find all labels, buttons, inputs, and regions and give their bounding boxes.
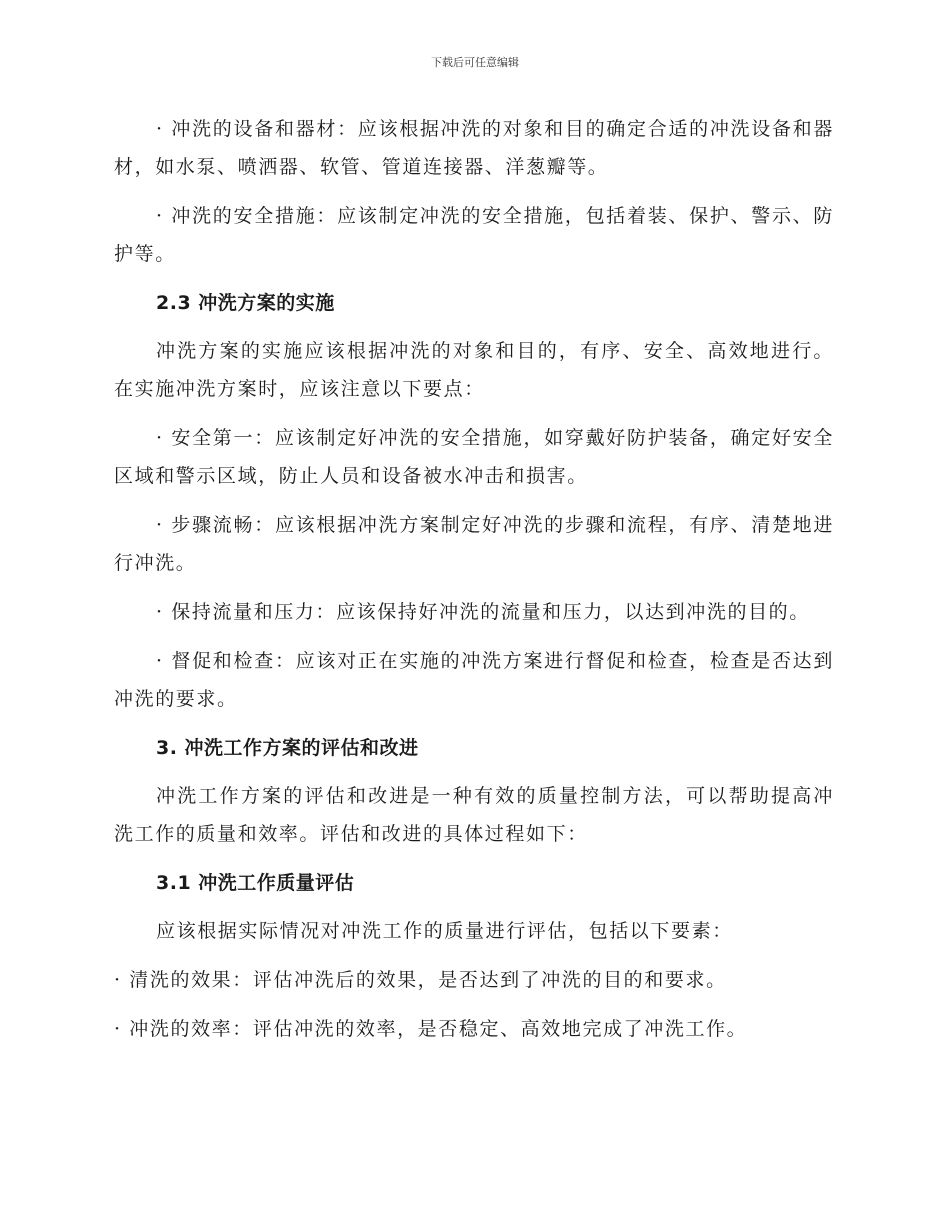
paragraph: · 步骤流畅：应该根据冲洗方案制定好冲洗的步骤和流程，有序、清楚地进行冲洗。	[114, 514, 834, 574]
paragraph: · 安全第一：应该制定好冲洗的安全措施，如穿戴好防护装备，确定好安全区域和警示区域，防止人员和设备被水冲击和损害。	[114, 427, 834, 487]
paragraph: 应该根据实际情况对冲洗工作的质量进行评估，包括以下要素：	[156, 920, 733, 942]
paragraph: · 督促和检查：应该对正在实施的冲洗方案进行督促和检查，检查是否达到冲洗的要求。	[114, 650, 834, 710]
paragraph: · 冲洗的安全措施：应该制定冲洗的安全措施，包括着装、保护、警示、防护等。	[114, 205, 834, 265]
section-heading: 3. 冲洗工作方案的评估和改进	[156, 737, 419, 759]
paragraph: · 冲洗的效率：评估冲洗的效率，是否稳定、高效地完成了冲洗工作。	[114, 1018, 748, 1040]
document-body	[114, 110, 834, 1059]
paragraph: · 清洗的效果：评估冲洗后的效果，是否达到了冲洗的目的和要求。	[114, 969, 727, 991]
paragraph: 冲洗方案的实施应该根据冲洗的对象和目的，有序、安全、高效地进行。在实施冲洗方案时，应该注意以下要点：	[114, 340, 834, 400]
paragraph: · 保持流量和压力：应该保持好冲洗的流量和压力，以达到冲洗的目的。	[156, 601, 810, 623]
section-heading: 2.3 冲洗方案的实施	[156, 292, 335, 314]
page-header: 下载后可任意编辑	[431, 56, 519, 69]
paragraph: 冲洗工作方案的评估和改进是一种有效的质量控制方法，可以帮助提高冲洗工作的质量和效率。评估和改进的具体过程如下：	[114, 785, 834, 845]
paragraph: · 冲洗的设备和器材：应该根据冲洗的对象和目的确定合适的冲洗设备和器材，如水泵、喷洒器、软管、管道连接器、洋葱瓣等。	[114, 118, 834, 178]
section-heading: 3.1 冲洗工作质量评估	[156, 872, 355, 894]
